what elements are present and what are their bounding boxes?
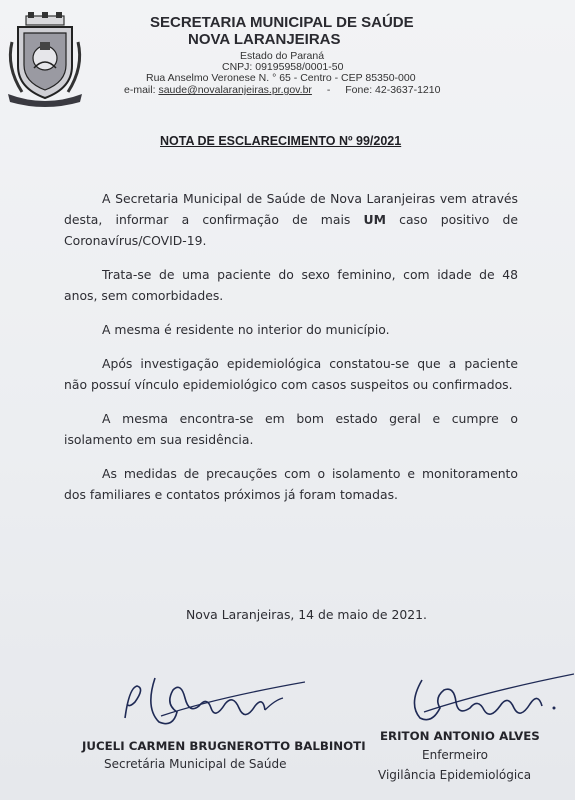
municipal-crest-icon — [4, 12, 86, 108]
paragraph-3: A mesma é residente no interior do município. — [102, 322, 390, 337]
signer-2-name: ERITON ANTONIO ALVES — [380, 729, 540, 743]
header-title: SECRETARIA MUNICIPAL DE SAÚDE — [150, 14, 414, 31]
signer-1-role: Secretária Municipal de Saúde — [104, 757, 287, 771]
header-contact-line — [124, 84, 440, 96]
signature-1-scribble — [115, 668, 305, 734]
signer-2-department: Vigilância Epidemiológica — [378, 768, 532, 782]
phone-number: Fone: 42-3637-1210 — [345, 84, 441, 96]
signer-1-name: JUCELI CARMEN BRUGNEROTTO BALBINOTI — [82, 739, 366, 753]
place-date: Nova Laranjeiras, 14 de maio de 2021. — [186, 607, 427, 622]
header-subtitle: NOVA LARANJEIRAS — [188, 31, 341, 48]
header-state: Estado do Paraná — [240, 50, 325, 62]
signature-2-scribble — [404, 668, 574, 730]
email-label: e-mail: — [124, 84, 156, 96]
signer-2-role: Enfermeiro — [422, 748, 488, 762]
paragraph-4: Após investigação epidemiológica constatou-se que a paciente não possuí vínculo epidemiológico com casos suspeitos ou confirmados. — [64, 356, 518, 392]
contact-separator: - — [326, 84, 331, 96]
note-body — [64, 188, 518, 518]
emphasis-um: UM — [363, 212, 386, 227]
paragraph-5: A mesma encontra-se em bom estado geral e cumpre o isolamento em sua residência. — [64, 411, 518, 447]
paragraph-6: As medidas de precauções com o isolamento e monitoramento dos familiares e contatos próximos já foram tomadas. — [64, 466, 518, 502]
paragraph-1: A Secretaria Municipal de Saúde de Nova Laranjeiras vem através desta, informar a confirmação de mais UM caso positivo de Coronavírus/COVID-19. — [64, 191, 518, 248]
note-title: NOTA DE ESCLARECIMENTO Nº 99/2021 — [160, 134, 402, 148]
header-address: Rua Anselmo Veronese N. ° 65 - Centro - CEP 85350-000 — [146, 72, 416, 84]
email-link[interactable]: saude@novalaranjeiras.pr.gov.br — [158, 84, 312, 96]
paragraph-2: Trata-se de uma paciente do sexo feminino, com idade de 48 anos, sem comorbidades. — [64, 267, 518, 303]
header-cnpj: CNPJ: 09195958/0001-50 — [222, 61, 344, 73]
